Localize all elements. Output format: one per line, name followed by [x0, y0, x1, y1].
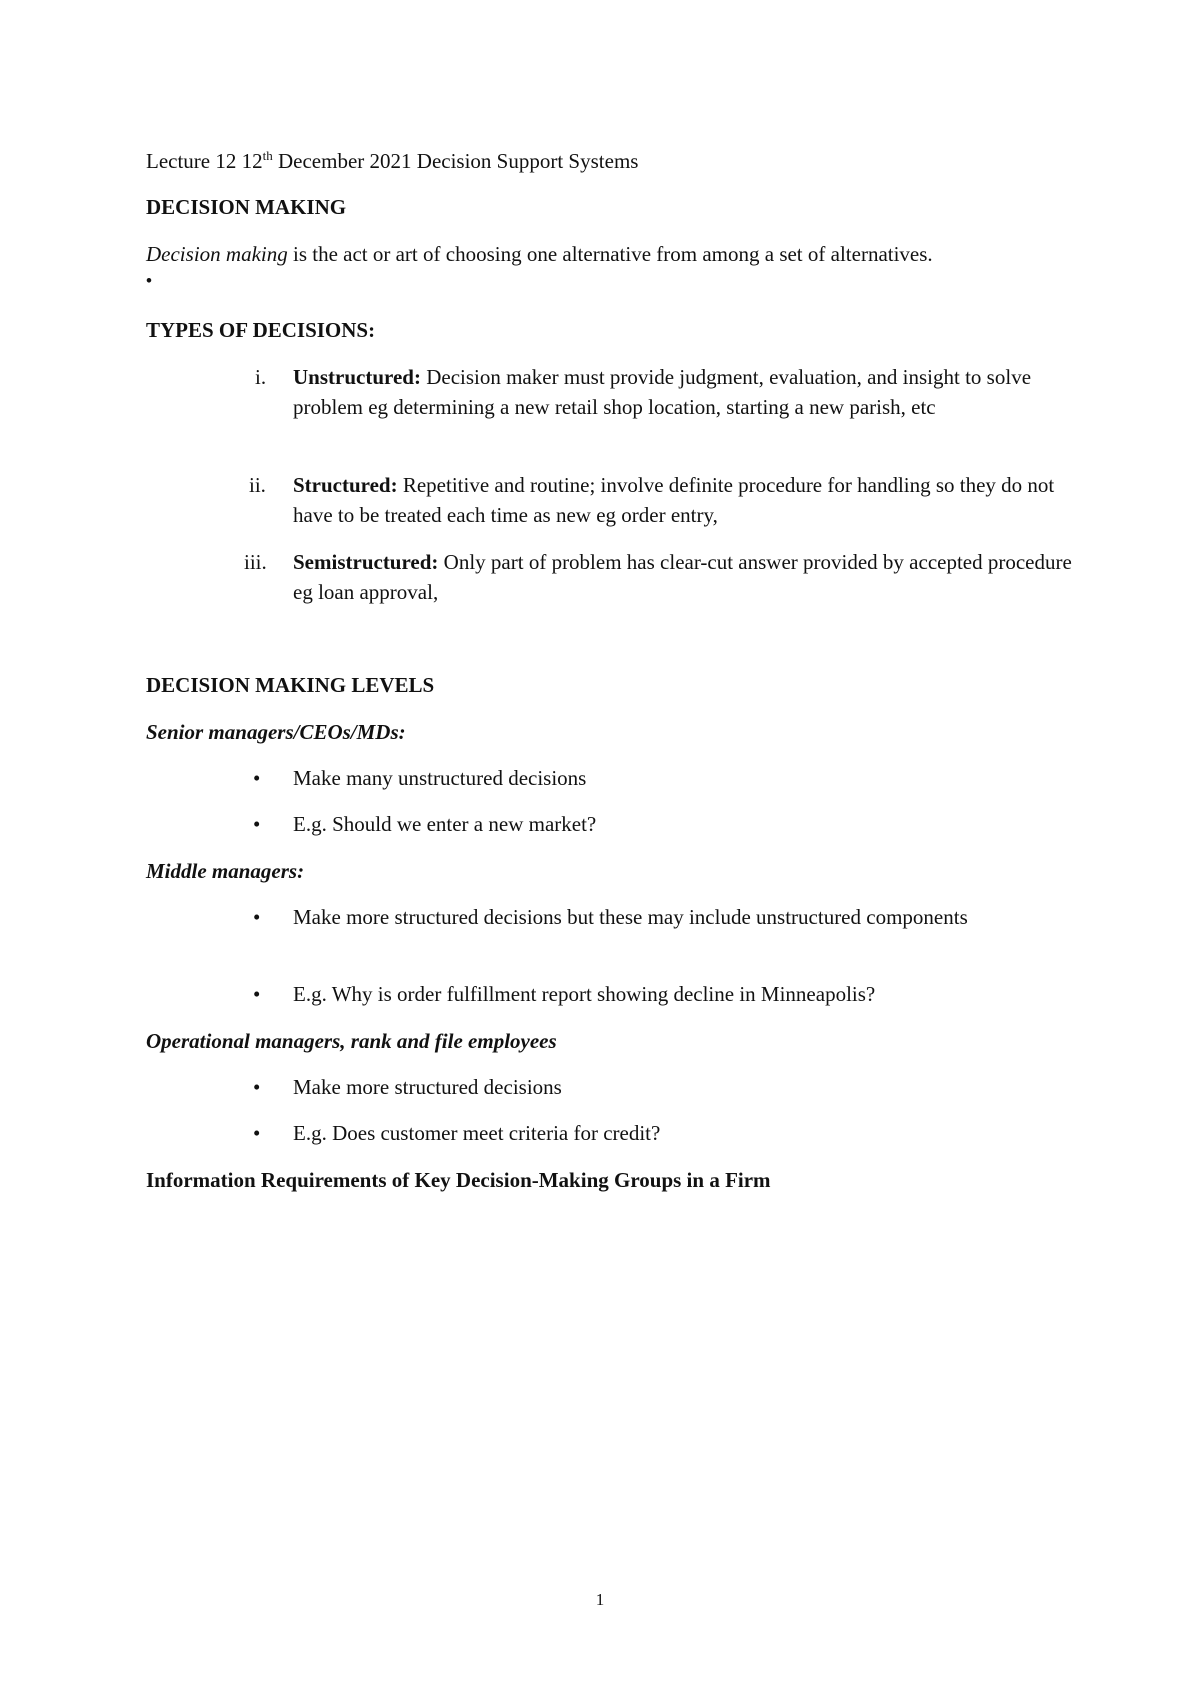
- item-number: ii.: [249, 473, 266, 497]
- item-number: iii.: [244, 550, 267, 574]
- bullet-glyph: •: [253, 766, 261, 790]
- heading-decision-making: DECISION MAKING: [146, 195, 347, 219]
- list-item-text: E.g. Does customer meet criteria for credit?: [293, 1121, 661, 1145]
- heading-information-requirements: Information Requirements of Key Decision-Making Groups in a Firm: [146, 1168, 771, 1192]
- list-item-text: Make many unstructured decisions: [293, 766, 587, 790]
- stray-bullet: •: [146, 271, 152, 290]
- bullet-glyph: •: [253, 982, 261, 1006]
- lecture-prefix: Lecture 12 12: [146, 149, 263, 173]
- bullet-glyph: •: [253, 812, 261, 836]
- group-title: Middle managers:: [146, 859, 305, 883]
- item-description: Decision maker must provide judgment, evaluation, and insight to solve problem eg determining a new retail shop location, starting a new parish, etc: [293, 365, 1032, 419]
- list-item-text: Make more structured decisions: [293, 1075, 562, 1099]
- page-number: 1: [595, 1590, 605, 1609]
- group-title: Operational managers, rank and file employees: [146, 1029, 557, 1053]
- definition-term: Decision making: [146, 242, 288, 266]
- definition-text: is the act or art of choosing one alternative from among a set of alternatives.: [287, 242, 933, 266]
- item-term: Semistructured:: [293, 550, 439, 574]
- list-item-text: E.g. Why is order fulfillment report showing decline in Minneapolis?: [293, 982, 876, 1006]
- list-item-text: E.g. Should we enter a new market?: [293, 812, 597, 836]
- group-title: Senior managers/CEOs/MDs:: [146, 720, 406, 744]
- item-number: i.: [255, 365, 267, 389]
- bullet-glyph: •: [253, 1121, 261, 1145]
- decision-type-item: [244, 547, 1073, 609]
- list-item-text: Make more structured decisions but these may include unstructured components: [293, 905, 968, 929]
- decision-type-item: [253, 362, 1073, 454]
- decision-type-item: [249, 470, 1073, 532]
- lecture-suffix: December 2021 Decision Support Systems: [272, 149, 639, 173]
- definition-paragraph: [146, 239, 933, 269]
- lecture-header: [146, 146, 638, 176]
- lecture-superscript: th: [262, 148, 273, 163]
- heading-decision-making-levels: DECISION MAKING LEVELS: [146, 673, 435, 697]
- bullet-glyph: •: [253, 905, 261, 929]
- item-term: Unstructured:: [293, 365, 421, 389]
- item-text: [293, 362, 1073, 422]
- item-text: [293, 547, 1073, 607]
- item-description: Only part of problem has clear-cut answer provided by accepted procedure eg loan approval,: [293, 550, 1072, 604]
- item-term: Structured:: [293, 473, 398, 497]
- item-description: Repetitive and routine; involve definite procedure for handling so they do not have to be treated each time as new eg order entry,: [293, 473, 1055, 527]
- bullet-glyph: •: [253, 1075, 261, 1099]
- item-text: [293, 470, 1073, 530]
- heading-types-of-decisions: TYPES OF DECISIONS:: [146, 318, 376, 342]
